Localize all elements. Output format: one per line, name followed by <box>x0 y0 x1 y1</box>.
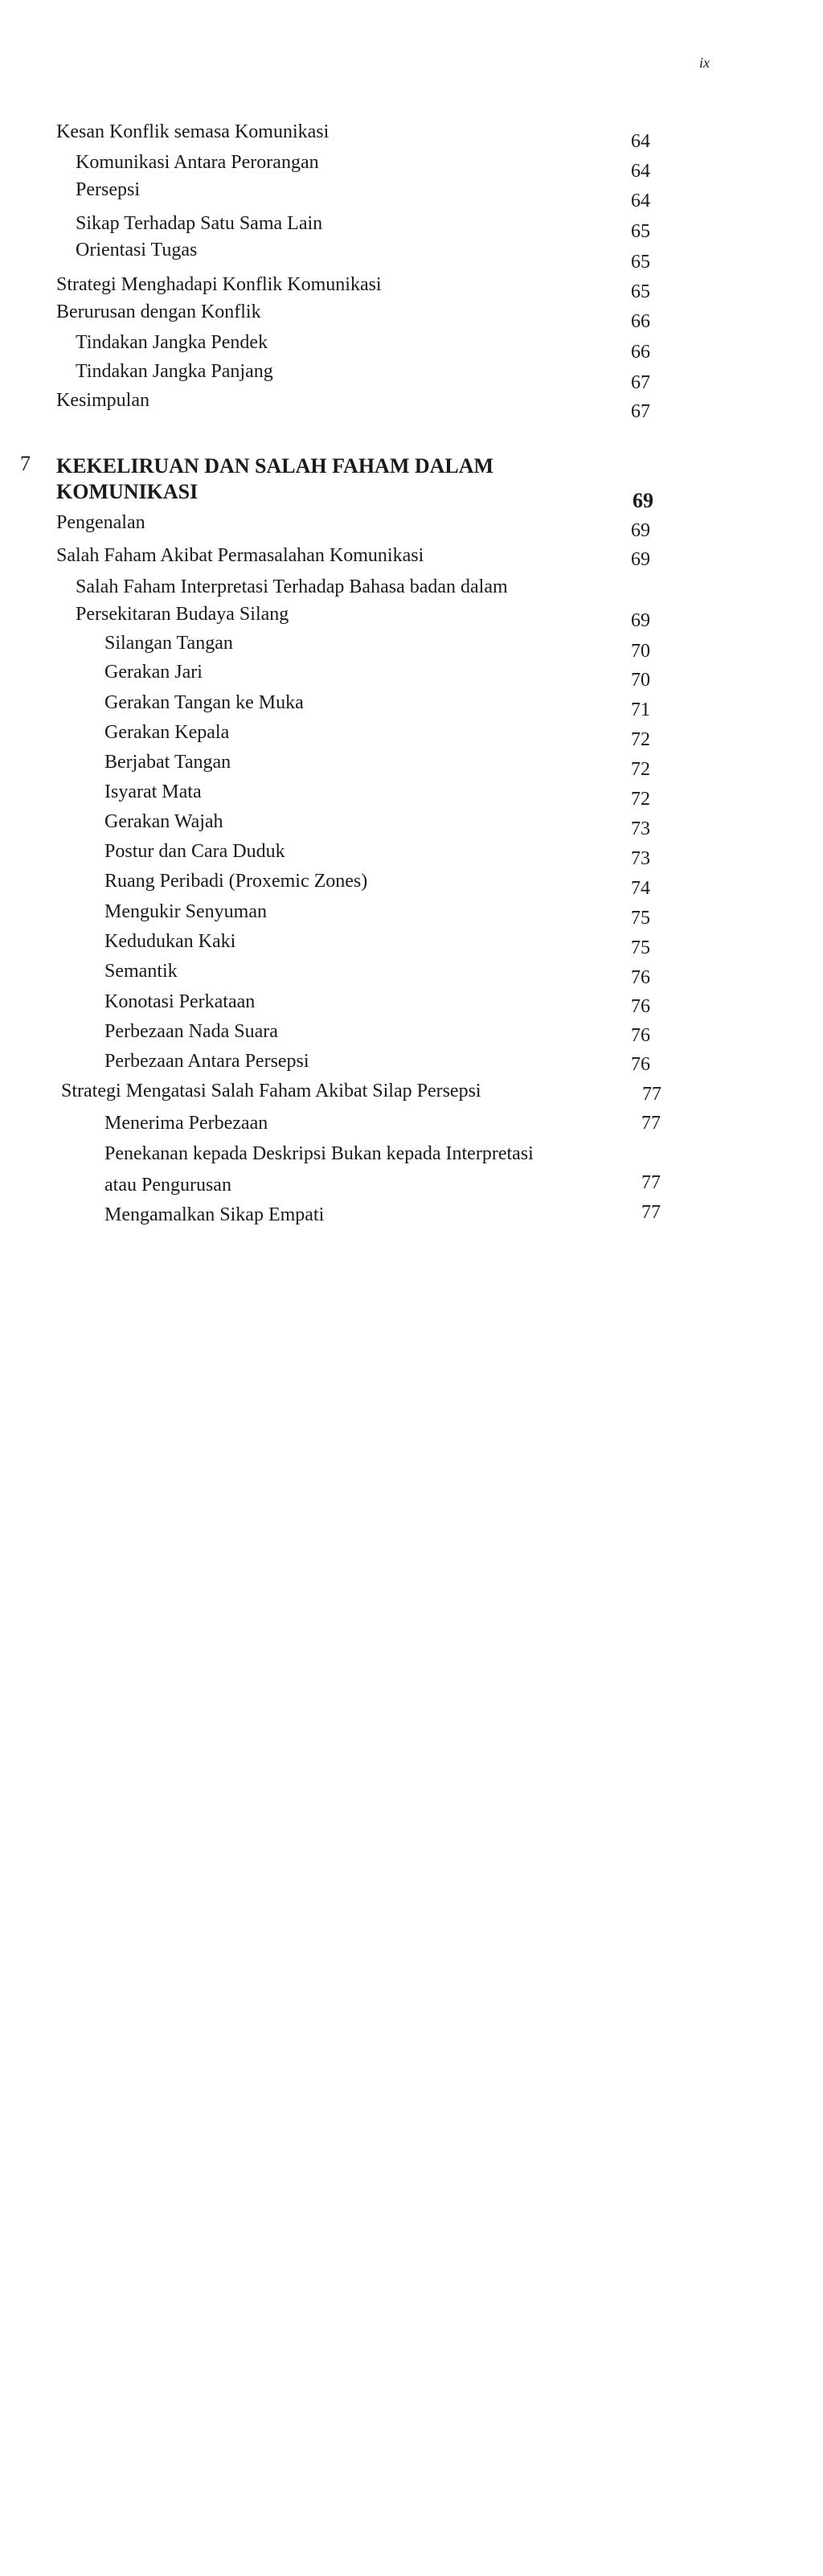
toc-entry-title: Gerakan Jari <box>104 662 203 683</box>
toc-entry-title: Gerakan Wajah <box>104 811 223 832</box>
chapter-number: 7 <box>20 452 31 475</box>
toc-entry-title: Persekitaran Budaya Silang <box>76 604 289 625</box>
toc-entry <box>0 603 823 630</box>
toc-entry <box>0 239 823 273</box>
toc-entry-title: Gerakan Kepala <box>104 722 230 743</box>
toc-entry <box>8 1142 823 1170</box>
toc-entry-page: 69 <box>631 520 650 541</box>
chapter-page: 69 <box>633 489 653 512</box>
toc-entry-page: 65 <box>631 281 650 302</box>
toc-entry-title: Sikap Terhadap Satu Sama Lain <box>76 213 323 234</box>
toc-entry-page: 75 <box>631 908 650 929</box>
toc-entry <box>0 840 823 868</box>
toc-entry-page: 66 <box>631 342 650 363</box>
toc-entry-title: Strategi Menghadapi Konflik Komunikasi <box>56 274 382 295</box>
toc-entry-page: 72 <box>631 729 650 750</box>
toc-entry-title: Orientasi Tugas <box>76 240 198 260</box>
toc-entry <box>0 360 823 393</box>
toc-entry-title: Menerima Perbezaan <box>104 1113 268 1134</box>
toc-entry-page: 67 <box>631 401 650 422</box>
toc-entry-title: Tindakan Jangka Panjang <box>76 361 273 382</box>
toc-entry-page: 64 <box>631 191 650 211</box>
toc-entry-title: Isyarat Mata <box>104 781 202 802</box>
toc-entry-title: Kesan Konflik semasa Komunikasi <box>56 121 330 142</box>
toc-entry <box>8 1112 823 1139</box>
toc-entry <box>0 544 823 572</box>
toc-entry-page: 69 <box>631 549 650 570</box>
toc-entry-page: 64 <box>631 131 650 152</box>
toc-entry-page: 72 <box>631 759 650 780</box>
toc-entry <box>0 212 823 240</box>
toc-entry-page: 65 <box>631 252 650 273</box>
toc-entry-title: Tindakan Jangka Pendek <box>76 332 268 353</box>
toc-entry-page: 67 <box>631 372 650 393</box>
toc-entry <box>8 1204 823 1231</box>
toc-entry-page: 76 <box>631 967 650 988</box>
toc-entry-title: Perbezaan Antara Persepsi <box>104 1051 309 1072</box>
toc-entry-title: Penekanan kepada Deskripsi Bukan kepada Interpretasi <box>104 1143 534 1164</box>
toc-entry <box>0 930 823 958</box>
toc-entry <box>0 691 823 719</box>
toc-entry-page: 73 <box>631 818 650 839</box>
toc-entry <box>0 1020 823 1048</box>
toc-entry-title: Kesimpulan <box>56 390 149 411</box>
toc-entry-title: Konotasi Perkataan <box>104 991 256 1012</box>
toc-entry <box>0 301 823 332</box>
toc-entry-page: 66 <box>631 311 650 332</box>
toc-entry-page: 75 <box>631 937 650 958</box>
toc-entry <box>0 870 823 897</box>
toc-entry <box>0 151 823 182</box>
toc-entry-page: 72 <box>631 789 650 810</box>
toc-entry-title: Pengenalan <box>56 512 145 533</box>
toc-entry-page: 70 <box>631 641 650 662</box>
toc-entry <box>0 781 823 808</box>
toc-entry <box>0 751 823 778</box>
toc-entry-page: 69 <box>631 610 650 631</box>
toc-entry <box>0 576 823 603</box>
toc-entry <box>0 900 823 928</box>
toc-entry <box>0 273 823 301</box>
toc-entry-title: Mengukir Senyuman <box>104 901 267 922</box>
toc-entry <box>5 1080 823 1107</box>
toc-entry-title: Komunikasi Antara Perorangan <box>76 152 319 173</box>
toc-entry-title: Salah Faham Interpretasi Terhadap Bahasa badan dalam <box>76 576 508 597</box>
toc-entry-title: Strategi Mengatasi Salah Faham Akibat Silap Persepsi <box>61 1081 481 1101</box>
toc-entry-title: Persepsi <box>76 179 140 200</box>
toc-entry-page: 71 <box>631 699 650 720</box>
toc-entry-title: Perbezaan Nada Suara <box>104 1021 278 1042</box>
toc-entry-title: Silangan Tangan <box>104 633 233 654</box>
chapter-title-line2: KOMUNIKASI <box>56 480 199 503</box>
toc-entry-title: Berjabat Tangan <box>104 752 231 773</box>
toc-entry <box>8 1174 823 1201</box>
toc-entry-page: 77 <box>641 1113 661 1134</box>
toc-entry <box>0 178 823 211</box>
toc-entry <box>0 331 823 363</box>
toc-entry <box>0 721 823 749</box>
toc-entry <box>0 960 823 987</box>
toc-entry-title: Postur dan Cara Duduk <box>104 841 285 862</box>
toc-entry <box>0 632 823 662</box>
toc-entry-title: Gerakan Tangan ke Muka <box>104 692 304 713</box>
toc-entry <box>0 389 823 422</box>
toc-entry <box>0 121 823 152</box>
toc-entry <box>0 511 823 539</box>
toc-entry-title: Mengamalkan Sikap Empati <box>104 1204 325 1225</box>
toc-entry-page: 70 <box>631 670 650 691</box>
toc-entry-page: 77 <box>642 1084 661 1105</box>
toc-entry-title: Semantik <box>104 961 178 982</box>
page-number: ix <box>699 55 710 71</box>
toc-entry <box>0 1050 823 1077</box>
toc-entry-page: 64 <box>631 161 650 182</box>
toc-entry-title: Berurusan dengan Konflik <box>56 301 261 322</box>
toc-entry-page: 73 <box>631 848 650 869</box>
toc-entry <box>0 810 823 838</box>
toc-entry-page: 77 <box>641 1202 661 1223</box>
toc-entry-page: 74 <box>631 878 650 899</box>
toc-entry-title: atau Pengurusan <box>104 1175 231 1196</box>
toc-entry-title: Kedudukan Kaki <box>104 931 236 952</box>
toc-entry <box>0 991 823 1018</box>
toc-entry-page: 77 <box>641 1172 661 1193</box>
toc-entry-page: 76 <box>631 1054 650 1075</box>
toc-entry-title: Salah Faham Akibat Permasalahan Komunikasi <box>56 545 424 566</box>
toc-entry <box>0 661 823 691</box>
toc-entry-page: 65 <box>631 221 650 242</box>
toc-entry-page: 76 <box>631 1025 650 1046</box>
toc-entry-title: Ruang Peribadi (Proxemic Zones) <box>104 871 368 892</box>
chapter-title-line1: KEKELIRUAN DAN SALAH FAHAM DALAM <box>56 454 494 478</box>
toc-entry-page: 76 <box>631 996 650 1017</box>
